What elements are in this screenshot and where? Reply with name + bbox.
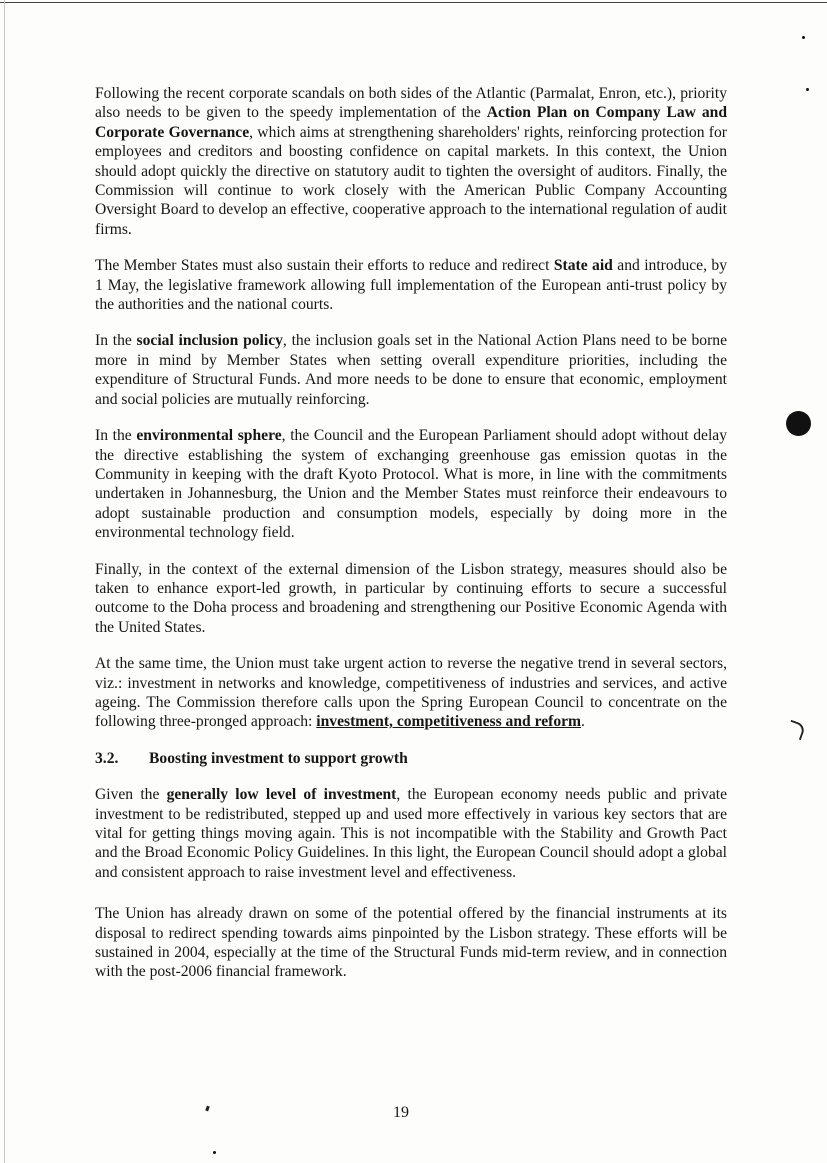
emphasis-environmental-sphere: environmental sphere	[136, 427, 282, 445]
emphasis-social-inclusion: social inclusion policy	[136, 332, 283, 350]
page-number: 19	[393, 1104, 409, 1121]
paragraph-corporate-governance: Following the recent corporate scandals on both sides of the Atlantic (Parmalat, Enron, etc.), priority also needs to be given to the speedy implementation of the Action Plan on Company Law and Corporate Governance, which aims at strengthening shareholders' rights, reinforcing protection for employees and creditors and boosting confidence on capital markets. In this context, the Union should adopt quickly the directive on statutory audit to tighten the oversight of auditors. Finally, the Commission will continue to work closely with the American Public Company Accounting Oversight Board to develop an effective, cooperative approach to the international regulation of audit firms.	[95, 85, 727, 238]
section-number: 3.2.	[95, 749, 119, 767]
document-body	[95, 84, 727, 999]
scan-speck	[806, 88, 809, 91]
emphasis-action-plan: Action Plan on Company Law and Corporate Governance	[95, 104, 727, 141]
left-scan-edge	[4, 0, 5, 1163]
section-title: Boosting investment to support growth	[149, 749, 408, 767]
paragraph-financial-instruments: The Union has already drawn on some of the potential offered by the financial instruments at its disposal to redirect spending towards aims pinpointed by the Lisbon strategy. These efforts will be sustained in 2004, especially at the time of the Structural Funds mid-term review, and in connection with the post-2006 financial framework.	[95, 905, 727, 981]
scan-speck	[205, 1106, 210, 1112]
section-heading	[95, 749, 727, 768]
paragraph-state-aid: The Member States must also sustain their efforts to reduce and redirect State aid and introduce, by 1 May, the legislative framework allowing full implementation of the European anti-trust policy by the authorities and the national courts.	[95, 257, 727, 314]
emphasis-state-aid: State aid	[553, 257, 613, 275]
margin-mark	[786, 720, 807, 741]
emphasis-investment-competitiveness-reform: investment, competitiveness and reform	[316, 713, 582, 731]
scan-speck	[802, 36, 805, 39]
paragraph-external-dimension: Finally, in the context of the external dimension of the Lisbon strategy, measures should also be taken to enhance export-led growth, in particular by continuing efforts to secure a successful outcome to the Doha process and broadening and strengthening our Positive Economic Agenda with the United States.	[95, 560, 727, 636]
scan-speck	[213, 1151, 216, 1154]
paragraph-social-inclusion: In the social inclusion policy, the inclusion goals set in the National Action Plans need to be borne more in mind by Member States when setting overall expenditure priorities, including the expenditure of Structural Funds. And more needs to be done to ensure that economic, employment and social policies are mutually reinforcing.	[95, 332, 727, 408]
punch-hole-mark	[786, 411, 811, 436]
top-border-line	[0, 2, 827, 3]
paragraph-environment: In the environmental sphere, the Council and the European Parliament should adopt without delay the directive establishing the system of exchanging greenhouse gas emission quotas in the Community in keeping with the draft Kyoto Protocol. What is more, in line with the commitments undertaken in Johannesburg, the Union and the Member States must reinforce their endeavours to adopt sustainable production and consumption models, especially by doing more in the environmental technology field.	[95, 427, 727, 542]
paragraph-low-investment: Given the generally low level of investment, the European economy needs public and private investment to be redistributed, stepped up and used more effectively in various key sectors that are vital for getting things moving again. This is not incompatible with the Stability and Growth Pact and the Broad Economic Policy Guidelines. In this light, the European Council should adopt a global and consistent approach to raise investment level and effectiveness.	[95, 786, 727, 881]
paragraph-three-pronged-approach: At the same time, the Union must take urgent action to reverse the negative trend in several sectors, viz.: investment in networks and knowledge, competitiveness of industries and services, and active ageing. The Commission therefore calls upon the Spring European Council to concentrate on the following three-pronged approach: investment, competitiveness and reform.	[95, 655, 727, 731]
emphasis-low-investment: generally low level of investment	[166, 786, 397, 804]
